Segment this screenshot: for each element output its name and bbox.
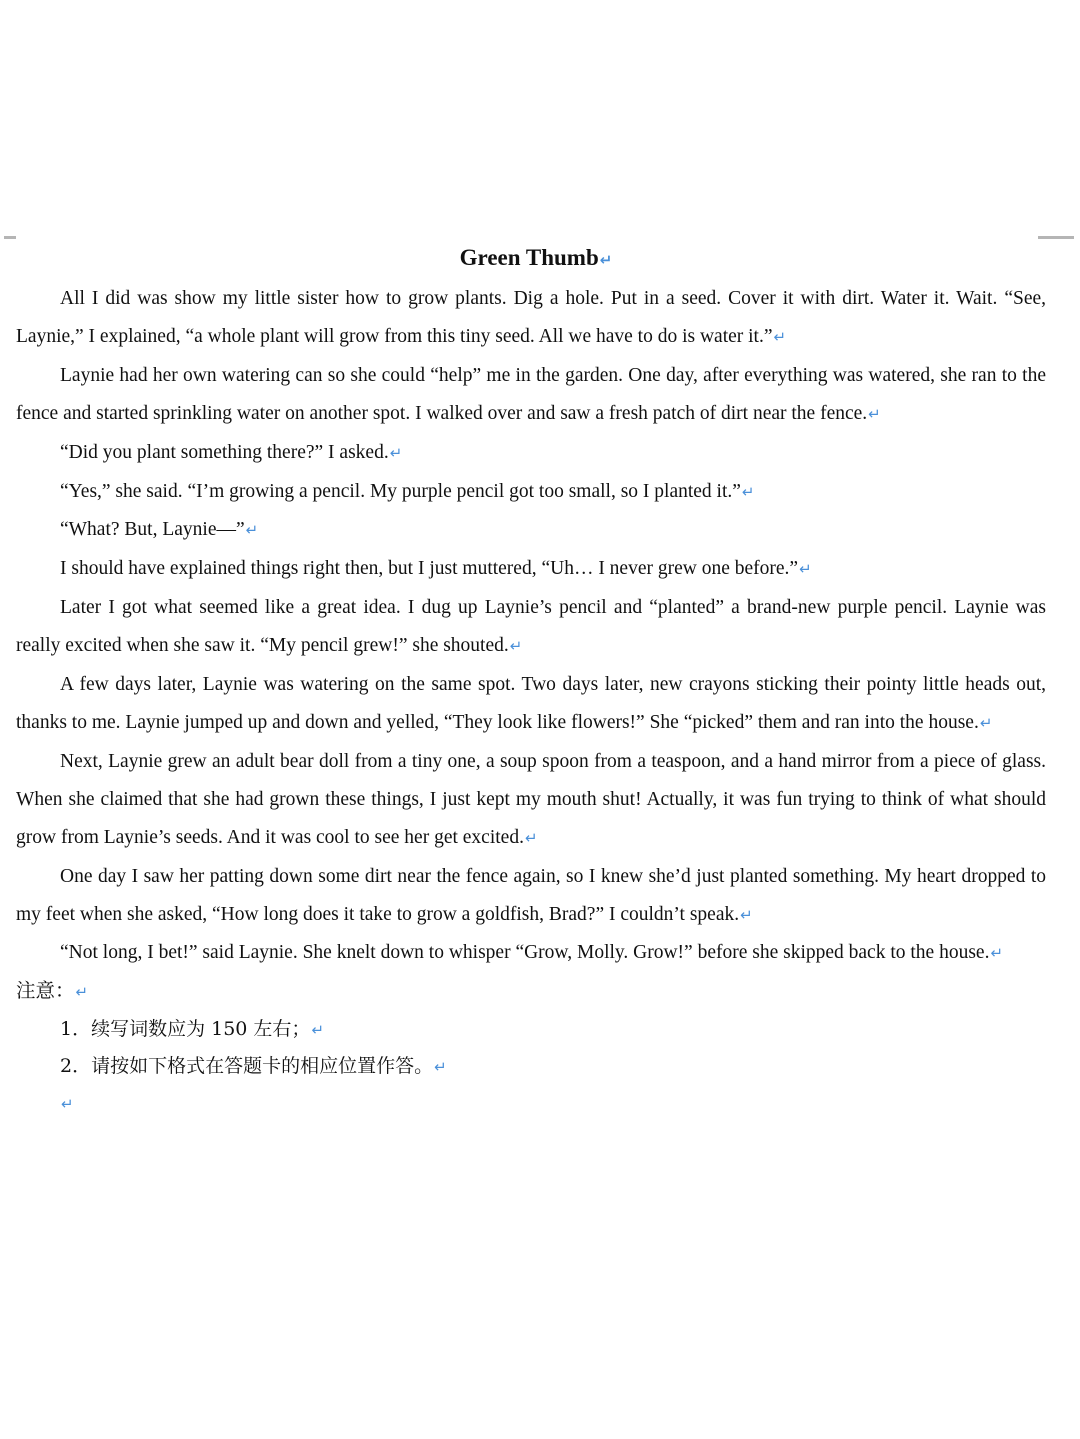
paragraph-9 <box>16 743 1046 858</box>
document-body <box>16 238 1046 1123</box>
paragraph-text: One day I saw her patting down some dirt near the fence again, so I knew she’d just planted something. My heart dropped to my feet when she asked, “How long does it take to grow a goldfish, Brad?” I couldn’t speak. <box>16 865 1046 925</box>
paragraph-mark-icon: ↵ <box>434 1058 447 1077</box>
paragraph-mark-icon: ↵ <box>524 828 538 847</box>
paragraph-2 <box>16 357 1046 434</box>
paragraph-mark-icon: ↵ <box>509 637 523 656</box>
paragraph-mark-icon: ↵ <box>979 713 993 732</box>
paragraph-mark-icon: ↵ <box>868 404 881 423</box>
paragraph-8 <box>16 666 1046 743</box>
empty-paragraph <box>16 1086 1046 1124</box>
paragraph-6 <box>16 550 1046 589</box>
paragraph-7 <box>16 589 1046 666</box>
paragraph-mark-icon: ↵ <box>311 1020 325 1039</box>
paragraph-mark-icon: ↵ <box>773 327 787 346</box>
paragraph-4 <box>16 473 1046 512</box>
paragraph-text: All I did was show my little sister how to grow plants. Dig a hole. Put in a seed. Cover it with dirt. Water it. Wait. “See, Laynie,” I explained, “a whole plant will grow from this tiny seed. All we have to do is water it.” <box>16 288 1046 347</box>
story-title-text: Green Thumb <box>459 245 599 270</box>
paragraph-mark-icon: ↵ <box>599 251 613 269</box>
paragraph-mark-icon: ↵ <box>75 983 89 1002</box>
paragraph-3 <box>16 434 1046 473</box>
notes-heading <box>16 973 1046 1011</box>
paragraph-mark-icon: ↵ <box>389 443 403 462</box>
paragraph-text: “What? But, Laynie—” <box>60 519 245 541</box>
note-item-2 <box>16 1048 1046 1086</box>
paragraph-text: I should have explained things right then, but I just muttered, “Uh… I never grew one before.” <box>60 558 799 580</box>
paragraph-text: A few days later, Laynie was watering on the same spot. Two days later, new crayons sticking their pointy little heads out, thanks to me. Laynie jumped up and down and yelled, “They look like flowers!” She “picked” them and ran into the house. <box>16 674 1046 733</box>
paragraph-text: Next, Laynie grew an adult bear doll from a tiny one, a soup spoon from a teaspoon, and a hand mirror from a piece of glass. When she claimed that she had grown these things, I just kept my mouth shut! Actually, it was fun trying to think of what should grow from Laynie’s seeds. And it was cool to see her get excited. <box>16 750 1046 848</box>
notes-heading-text: 注意： <box>16 979 75 1003</box>
paragraph-text: Laynie had her own watering can so she could “help” me in the garden. One day, after everything was watered, she ran to the fence and started sprinkling water on another spot. I walked over and saw a fresh patch of dirt near the fence. <box>16 364 1046 424</box>
paragraph-mark-icon: ↵ <box>799 560 812 579</box>
left-margin-marker <box>4 236 16 239</box>
paragraph-mark-icon: ↵ <box>990 944 1004 963</box>
note-item-text: 1．续写词数应为 150 左右； <box>60 1017 311 1040</box>
note-item-text: 2．请按如下格式在答题卡的相应位置作答。 <box>60 1055 434 1078</box>
paragraph-mark-icon: ↵ <box>61 1094 74 1113</box>
paragraph-mark-icon: ↵ <box>741 482 755 501</box>
paragraph-10 <box>16 858 1046 935</box>
note-item-1 <box>16 1011 1046 1049</box>
paragraph-text: “Did you plant something there?” I asked. <box>60 441 389 463</box>
paragraph-mark-icon: ↵ <box>740 905 753 924</box>
paragraph-5 <box>16 511 1046 550</box>
paragraph-text: Later I got what seemed like a great idea. I dug up Laynie’s pencil and “planted” a brand-new purple pencil. Laynie was really excited when she saw it. “My pencil grew!” she shouted. <box>16 597 1046 657</box>
paragraph-1 <box>16 280 1046 357</box>
paragraph-11 <box>16 934 1046 973</box>
paragraph-text: “Yes,” she said. “I’m growing a pencil. My purple pencil got too small, so I planted it.” <box>60 480 741 502</box>
paragraph-mark-icon: ↵ <box>245 521 259 540</box>
story-title <box>16 238 1046 280</box>
paragraph-text: “Not long, I bet!” said Laynie. She knelt down to whisper “Grow, Molly. Grow!” before she skipped back to the house. <box>60 942 990 964</box>
